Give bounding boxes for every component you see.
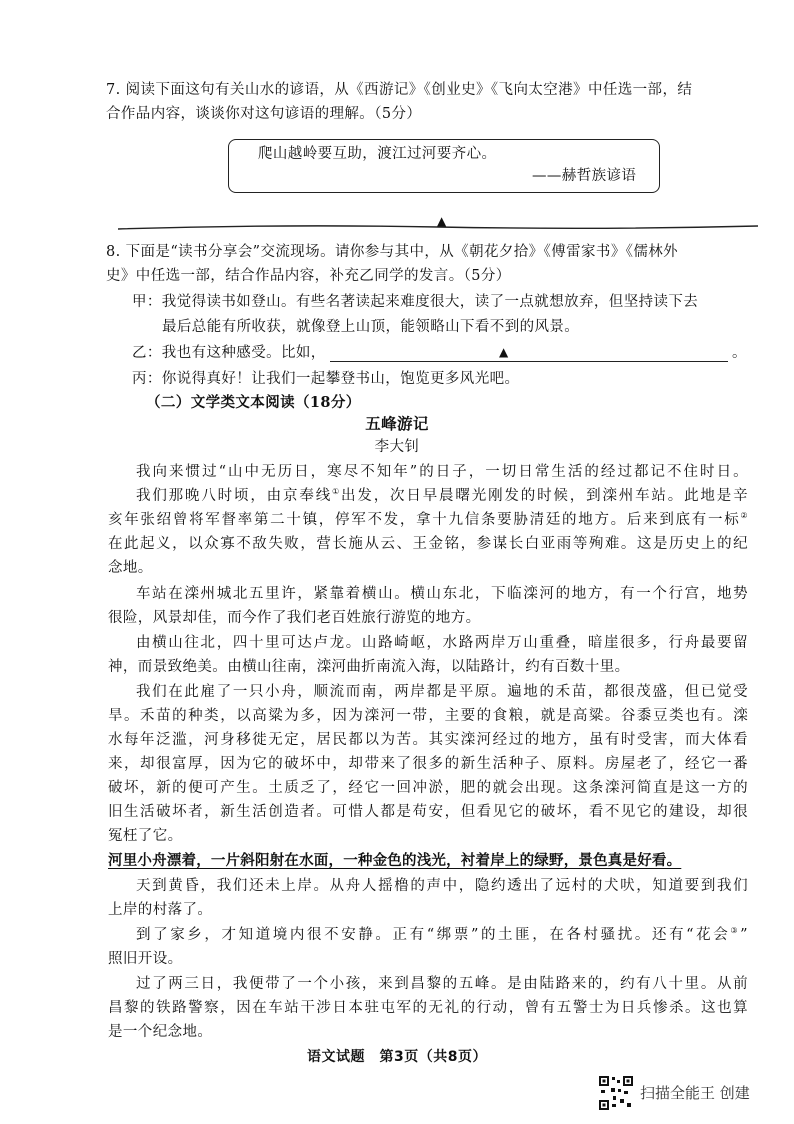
page-footer: 语文试题 第3页（共8页） (307, 1049, 487, 1065)
article-paragraph-5-line7: 冤枉了它。 (108, 828, 183, 844)
article-paragraph-5-line1: 我们在此雇了一只小舟，顺流而南，两岸都是平原。遍地的禾苗，都很茂盛，但已觉受 (136, 684, 748, 700)
article-underlined-sentence: 河里小舟漂着，一片斜阳射在水面，一种金色的浅光，衬着岸上的绿野，景色真是好看。 (108, 852, 682, 869)
q8-line1: 8. 下面是“读书分享会”交流现场。请你参与其中，从《朝花夕拾》《傅雷家书》《儒林外 (106, 244, 679, 260)
answer-mark-q7: ▲ (437, 214, 447, 228)
article-paragraph-4-line1: 由横山往北，四十里可达卢龙。山路崎岖，水路两岸万山重叠，暗崖很多，行舟最要留 (136, 635, 748, 651)
article-paragraph-3-line1: 车站在滦州城北五里许，紧靠着横山。横山东北，下临滦河的地方，有一个行宫，地势 (136, 586, 748, 602)
answer-mark-q8: ▲ (499, 345, 509, 359)
dialogue-yi-end: 。 (732, 345, 747, 361)
article-paragraph-7-line2: 上岸的村落了。 (108, 902, 213, 918)
article-paragraph-7-line1: 天到黄昏，我们还未上岸。从舟人摇橹的声中，隐约透出了远村的犬吠，知道要到我们 (136, 878, 748, 894)
q7-line1: 7. 阅读下面这句有关山水的谚语，从《西游记》《创业史》《飞向太空港》中任选一部，结 (106, 82, 693, 98)
q7-line2: 合作品内容，谈谈你对这句谚语的理解。（5分） (106, 106, 422, 122)
dialogue-bing: 丙：你说得真好！让我们一起攀登书山，饱览更多风光吧。 (132, 371, 520, 387)
article-paragraph-8-line2: 照旧开设。 (108, 951, 183, 967)
article-author: 李大钊 (374, 439, 420, 455)
proverb-text: 爬山越岭要互助，渡江过河要齐心。 (258, 146, 497, 162)
answer-line-q7 (118, 221, 758, 233)
article-paragraph-5-line2: 旱。禾苗的种类，以高粱为多，因为滦河一带，主要的食粮，就是高粱。谷黍豆类也有。滦 (108, 708, 748, 724)
section-heading: （二）文学类文本阅读（18分） (146, 394, 361, 411)
answer-blank-q8 (330, 361, 728, 362)
q8-line2: 史》中任选一部，结合作品内容，补充乙同学的发言。（5分） (106, 268, 511, 284)
article-paragraph-2-line3: 在此起义，以众寡不敌失败，营长施从云、王金铭，参谋长白亚雨等殉难。这是历史上的纪 (108, 536, 748, 552)
article-paragraph-9-line2: 昌黎的铁路警察，因在车站干涉日本驻屯军的无礼的行动，曾有五警士为日兵惨杀。这也算 (108, 1000, 748, 1016)
article-paragraph-2-line1: 我们那晚八时顷，由京奉线①出发，次日早晨曙光刚发的时候，到滦州车站。此地是辛 (136, 487, 748, 504)
article-paragraph-3-line2: 很险，风景却佳，而今作了我们老百姓旅行游览的地方。 (108, 610, 481, 626)
article-paragraph-9-line1: 过了两三日，我便带了一个小孩，来到昌黎的五峰。是由陆路来的，约有八十里。从前 (136, 976, 748, 992)
article-paragraph-5-line6: 旧生活破坏者，新生活创造者。可惜人都是苟安，但看见它的破坏，看不见它的建设，却很 (108, 804, 748, 820)
dialogue-jia-line2: 最后总能有所收获，就像登上山顶，能领略山下看不到的风景。 (162, 319, 580, 335)
article-paragraph-5-line3: 水每年泛滥，河身移徙无定，居民都以为苦。其实滦河经过的地方，虽有时受害，而大体看 (108, 732, 748, 748)
qr-code-icon (598, 1075, 634, 1111)
article-paragraph-5-line5: 破坏，新的便可产生。土质乏了，经它一回冲淤，肥的就会出现。这条滦河简直是这一方的 (108, 780, 748, 796)
article-paragraph-5-line4: 来，却很富厚，因为它的破坏中，却带来了很多的新生活种子、原料。房屋老了，经它一番 (108, 756, 748, 772)
article-title: 五峰游记 (365, 414, 429, 433)
article-paragraph-8-line1: 到了家乡，才知道境内很不安静。正有“绑票”的土匪，在各村骚扰。还有“花会③” (136, 926, 748, 943)
article-paragraph-2-line2: 亥年张绍曾将军督率第二十镇，停军不发，拿十九信条要胁清廷的地方。后来到底有一标② (108, 511, 748, 528)
scanner-watermark: 扫描全能王 创建 (640, 1084, 750, 1102)
dialogue-jia-line1: 甲：我觉得读书如登山。有些名著读起来难度很大，读了一点就想放弃，但坚持读下去 (132, 294, 699, 310)
proverb-source: ——赫哲族谚语 (532, 168, 637, 184)
article-paragraph-4-line2: 神，而景致绝美。由横山往南，滦河曲折南流入海，以陆路计，约有百数十里。 (108, 659, 630, 675)
article-paragraph-2-line4: 念地。 (108, 560, 153, 576)
article-paragraph-9-line3: 是一个纪念地。 (108, 1024, 213, 1040)
article-paragraph-1: 我向来惯过“山中无历日，寒尽不知年”的日子，一切日常生活的经过都记不住时日。 (136, 464, 748, 480)
dialogue-yi: 乙：我也有这种感受。比如， (132, 345, 326, 361)
